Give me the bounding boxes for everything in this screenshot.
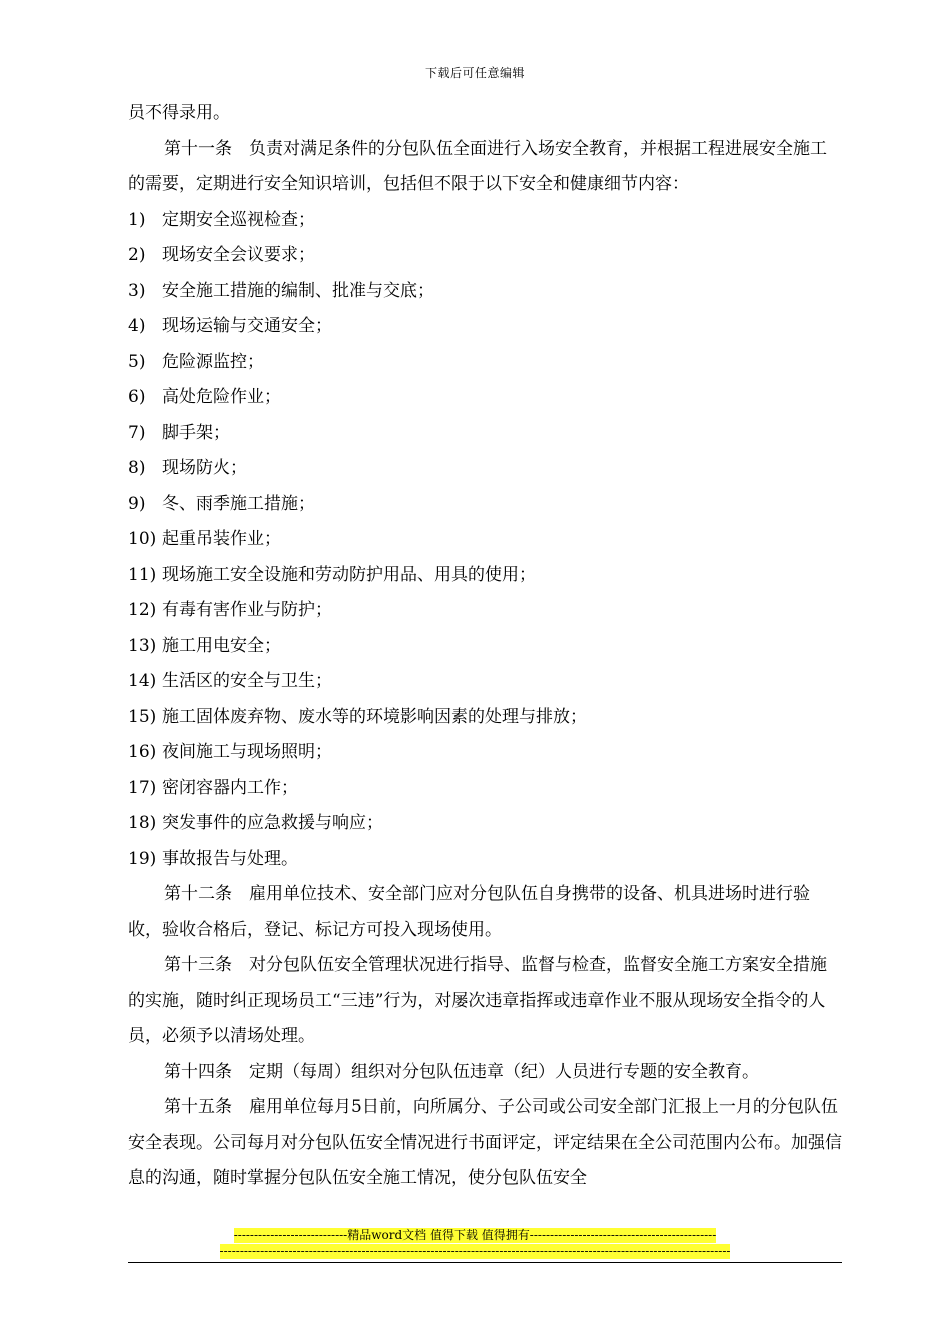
list-text: 安全施工措施的编制、批准与交底；: [162, 280, 434, 301]
list-number: 4): [128, 316, 146, 336]
list-number: 15): [128, 706, 157, 727]
article-14: 第十四条 定期（每周）组织对分包队伍违章（纪）人员进行专题的安全教育。: [164, 1061, 759, 1082]
list-item: [128, 771, 842, 807]
footer-banner-line-2: [0, 1244, 950, 1263]
list-text: 密闭容器内工作；: [162, 777, 298, 798]
list-number: 2): [128, 245, 146, 265]
list-text: 施工用电安全；: [162, 635, 281, 656]
header-note: 下载后可任意编辑: [424, 66, 525, 80]
list-number: 10): [128, 529, 157, 549]
footer-banner-dashes: ------------------------------------------------------------------------------------------------------------------------------: [219, 1244, 731, 1258]
list-text: 事故报告与处理。: [162, 848, 298, 869]
article-12: 第十二条 雇用单位技术、安全部门应对分包队伍自身携带的设备、机具进场时进行验收，验收合格后，登记、标记方可投入现场使用。: [128, 884, 810, 940]
list-item: [128, 380, 842, 416]
list-item: [128, 735, 842, 771]
list-text: 施工固体废弃物、废水等的环境影响因素的处理与排放；: [162, 706, 587, 727]
list-text: 突发事件的应急救援与响应；: [162, 813, 383, 833]
list-number: 18): [128, 813, 157, 833]
list-number: 12): [128, 600, 157, 620]
list-number: 11): [128, 564, 157, 585]
list-number: 7): [128, 422, 146, 443]
list-item: [128, 487, 842, 523]
list-text: 生活区的安全与卫生；: [162, 671, 332, 691]
list-text: 高处危险作业；: [162, 387, 281, 407]
list-text: 现场施工安全设施和劳动防护用品、用具的使用；: [162, 564, 536, 585]
list-number: 8): [128, 458, 146, 478]
list-item: [128, 274, 842, 310]
list-item: [128, 238, 842, 274]
list-number: 14): [128, 671, 157, 691]
list-number: 9): [128, 493, 146, 514]
article-15: 第十五条 雇用单位每月5日前，向所属分、子公司或公司安全部门汇报上一月的分包队伍安全表现。公司每月对分包队伍安全情况进行书面评定，评定结果在全公司范围内公布。加强信息的沟通，随时掌握分包队伍安全施工情况，使分包队伍安全: [128, 1097, 842, 1188]
list-number: 17): [128, 777, 157, 798]
footer-banner-text: ----------------------------精品word文档 值得下载 值得拥有----------------------------------------------: [233, 1228, 717, 1242]
list-item: [128, 664, 842, 700]
list-item: [128, 806, 842, 842]
list-item: [128, 629, 842, 665]
list-item: [128, 451, 842, 487]
list-text: 定期安全巡视检查；: [162, 209, 315, 230]
list-item: [128, 558, 842, 594]
list-text: 现场防火；: [162, 458, 247, 478]
footer-rule: [128, 1262, 842, 1263]
list-number: 1): [128, 209, 146, 230]
list-text: 脚手架；: [162, 422, 230, 443]
list-number: 19): [128, 848, 157, 869]
list-item: [128, 309, 842, 345]
list-item: [128, 700, 842, 736]
list-item: [128, 345, 842, 381]
list-text: 夜间施工与现场照明；: [162, 742, 332, 762]
document-body: [128, 96, 842, 1197]
article-13: 第十三条 对分包队伍安全管理状况进行指导、监督与检查，监督安全施工方案安全措施的实施，随时纠正现场员工“三违”行为，对屡次违章指挥或违章作业不服从现场安全指令的人员，必须予以清场处理。: [128, 955, 827, 1046]
list-number: 16): [128, 742, 157, 762]
paragraph-continuation: 员不得录用。: [128, 103, 230, 123]
list-text: 危险源监控；: [162, 351, 264, 372]
list-item: [128, 203, 842, 239]
list-text: 有毒有害作业与防护；: [162, 600, 332, 620]
list-item: [128, 593, 842, 629]
article-11: 第十一条 负责对满足条件的分包队伍全面进行入场安全教育，并根据工程进展安全施工的需要，定期进行安全知识培训，包括但不限于以下安全和健康细节内容：: [128, 138, 827, 194]
safety-topics-list: [128, 203, 842, 878]
list-text: 起重吊装作业；: [162, 529, 281, 549]
list-item: [128, 416, 842, 452]
list-number: 6): [128, 387, 146, 407]
list-number: 13): [128, 635, 157, 656]
list-text: 现场运输与交通安全；: [162, 316, 332, 336]
list-text: 冬、雨季施工措施；: [162, 493, 315, 514]
list-text: 现场安全会议要求；: [162, 245, 315, 265]
list-item: [128, 522, 842, 558]
list-number: 3): [128, 280, 146, 301]
list-item: [128, 842, 842, 878]
list-number: 5): [128, 351, 146, 372]
